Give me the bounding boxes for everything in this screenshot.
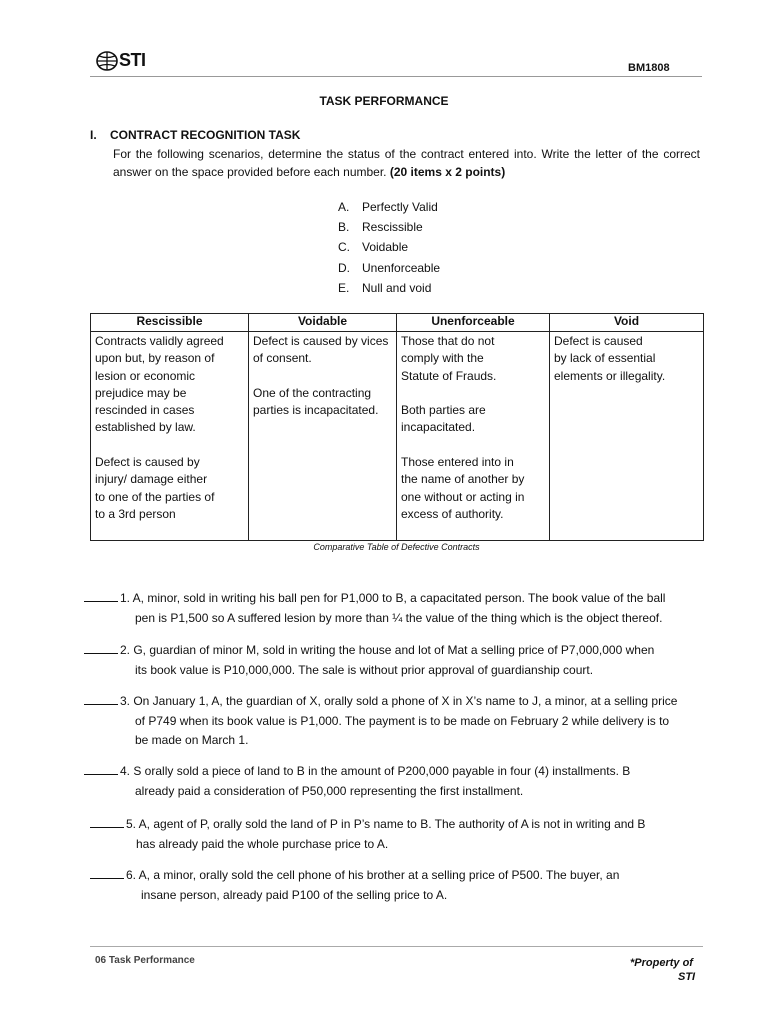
choice-b [338, 217, 440, 237]
choice-letter: B. [338, 220, 350, 235]
question-text-cont: insane person, already paid P100 of the selling price to A. [141, 887, 448, 902]
choice-d [338, 258, 440, 278]
document-code: BM1808 [628, 62, 670, 74]
choice-text: Voidable [362, 240, 409, 255]
answer-blank[interactable] [84, 692, 118, 705]
choice-text: Unenforceable [362, 260, 441, 275]
table-cell: Contracts validly agreed upon but, by reason of lesion or economic prejudice may be rescinded in cases established by law. Defect is caused by injury/ damage either to one of the parties of to a 3rd person [91, 332, 249, 541]
footer-code: 06 Task Performance [95, 955, 195, 966]
question-text-cont: pen is P1,500 so A suffered lesion by more than ¼ the value of the thing which is the object thereof. [135, 610, 663, 625]
question-item-3 [84, 692, 677, 751]
table-cell: Defect is caused by lack of essential elements or illegality. [550, 332, 704, 541]
choice-text: Rescissible [362, 220, 423, 235]
property-notice-line: *Property of [630, 957, 693, 969]
question-text: 3. On January 1, A, the guardian of X, orally sold a phone of X in X’s name to J, a minor, at a selling price [120, 694, 678, 708]
choice-letter: D. [338, 260, 350, 275]
choice-letter: C. [338, 240, 350, 255]
question-item-1 [84, 589, 665, 628]
section-title: CONTRACT RECOGNITION TASK [110, 128, 301, 142]
answer-choices [338, 197, 440, 298]
table-cell: Those that do not comply with the Statute of Frauds. Both parties are incapacitated. Those entered into in the name of another by one without or acting in excess of authority. [397, 332, 550, 541]
logo-text: STI [119, 50, 146, 70]
page-title: TASK PERFORMANCE [319, 94, 449, 108]
question-item-6 [90, 866, 619, 905]
table-cell: Defect is caused by vices of consent. One of the contracting parties is incapacitated. [249, 332, 397, 541]
answer-blank[interactable] [90, 815, 124, 828]
question-text-cont: of P749 when its book value is P1,000. The payment is to be made on February 2 while delivery is to [135, 713, 670, 728]
question-item-4 [84, 762, 630, 801]
points-note: (20 items x 2 points) [389, 164, 506, 179]
table-caption: Comparative Table of Defective Contracts [313, 542, 480, 552]
column-header: Unenforceable [397, 314, 550, 332]
section-heading [90, 128, 300, 142]
question-text-cont: has already paid the whole purchase price to A. [136, 836, 389, 851]
question-text: 6. A, a minor, orally sold the cell phone of his brother at a selling price of P500. The buyer, an [126, 868, 620, 882]
choice-c [338, 237, 440, 257]
answer-blank[interactable] [84, 641, 118, 654]
choice-e [338, 278, 440, 298]
instruction-text: For the following scenarios, determine the status of the contract entered into. Write the letter of the correct answer on the space provided before each number. [113, 147, 700, 179]
question-item-2 [84, 641, 654, 680]
question-text-cont: its book value is P10,000,000. The sale is without prior approval of guardianship court. [135, 662, 594, 677]
answer-blank[interactable] [84, 589, 118, 602]
table-row [91, 332, 704, 541]
answer-blank[interactable] [90, 866, 124, 879]
property-notice-line: STI [678, 971, 696, 983]
column-header: Voidable [249, 314, 397, 332]
footer-divider [90, 946, 703, 947]
defective-contracts-table [90, 313, 704, 541]
property-notice [630, 956, 695, 984]
section-number: I. [90, 128, 97, 142]
answer-blank[interactable] [84, 762, 118, 775]
question-text: 2. G, guardian of minor M, sold in writing the house and lot of Mat a selling price of P7,000,000 when [120, 643, 655, 657]
column-header: Rescissible [91, 314, 249, 332]
question-text-cont: already paid a consideration of P50,000 representing the first installment. [135, 783, 524, 798]
choice-letter: A. [338, 200, 350, 214]
globe-icon [96, 51, 118, 71]
question-text: 4. S orally sold a piece of land to B in the amount of P200,000 payable in four (4) installments. B [120, 764, 631, 778]
instructions [113, 146, 700, 181]
header-divider [90, 76, 702, 77]
choice-a [338, 197, 440, 217]
sti-logo [96, 50, 146, 71]
choice-text: Null and void [362, 280, 432, 295]
question-text: 5. A, agent of P, orally sold the land of P in P’s name to B. The authority of A is not in writing and B [126, 817, 646, 831]
choice-text: Perfectly Valid [362, 200, 438, 214]
choice-letter: E. [338, 280, 350, 295]
question-item-5 [90, 815, 645, 854]
question-text-cont: be made on March 1. [135, 733, 249, 747]
table-header-row [91, 314, 704, 332]
column-header: Void [550, 314, 704, 332]
question-text: 1. A, minor, sold in writing his ball pen for P1,000 to B, a capacitated person. The book value of the ball [120, 591, 666, 605]
